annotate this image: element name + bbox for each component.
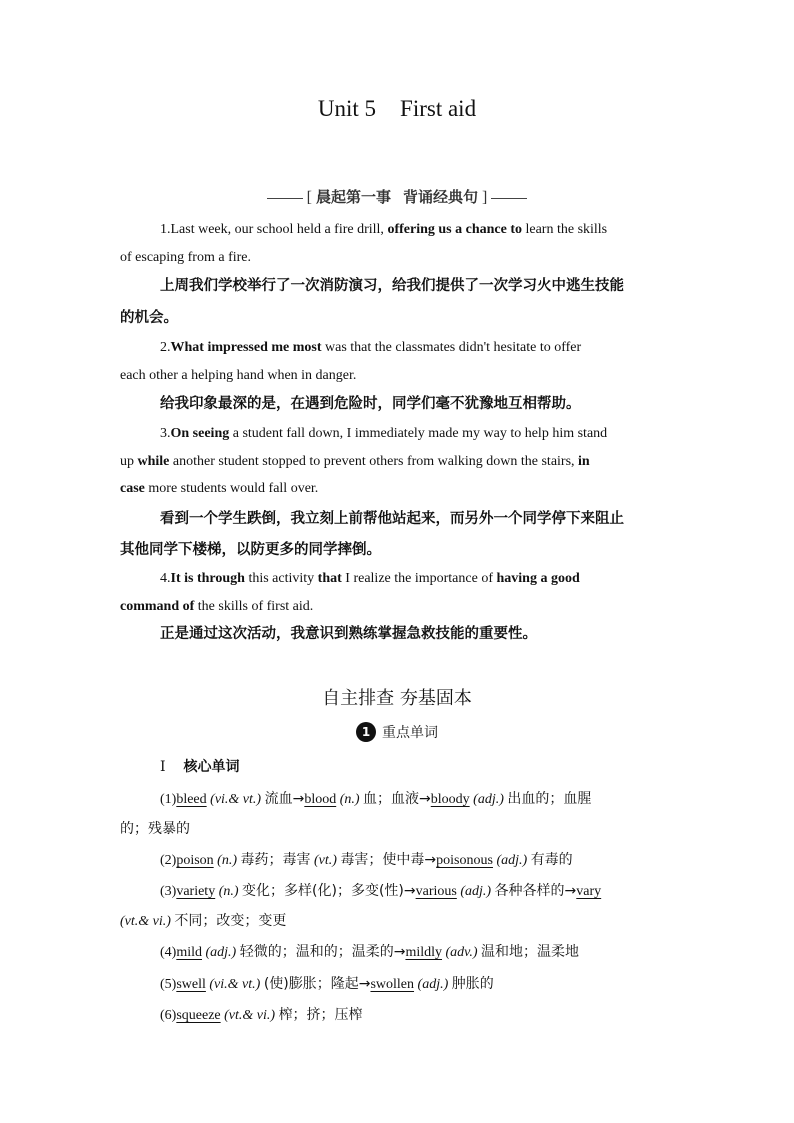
sentence-4-en-line2: command of the skills of first aid. (120, 599, 314, 614)
subsection-heading (0, 722, 794, 742)
vocab-word: mildly (405, 945, 443, 960)
sentence-2-en-line1: 2.What impressed me most was that the classmates didn't hesitate to offer (160, 340, 582, 355)
vocab-word: vary (576, 884, 602, 899)
sentence-3-en-line1: 3.On seeing a student fall down, I immediately made my way to help him stand (160, 426, 608, 441)
sentence-2-en-line2: each other a helping hand when in danger. (120, 368, 357, 383)
vocab-item-2: (2)poison (n.) 毒药；毒害 (vt.) 毒害；使中毒→poisonous (adj.) 有毒的 (160, 852, 573, 868)
vocab-word: swell (176, 977, 206, 992)
vocab-word: poisonous (436, 853, 493, 868)
banner-part2: 背诵经典句 (403, 188, 479, 206)
sentence-1-zh-line1: 上周我们学校举行了一次消防演习，给我们提供了一次学习火中逃生技能 (160, 278, 624, 294)
section-title: 自主排查 夯基固本 (322, 688, 472, 709)
unit-label: Unit 5 (317, 96, 377, 121)
core-words-label: 核心单词 (183, 759, 240, 775)
vocab-word: squeeze (176, 1008, 221, 1023)
vocab-item-5: (5)swell (vi.& vt.) (使)膨胀；隆起→swollen (adj.) 肿胀的 (160, 976, 494, 992)
vocab-word: poison (176, 853, 214, 868)
vocab-item-4: (4)mild (adj.) 轻微的；温和的；温柔的→mildly (adv.) 温和地；温柔地 (160, 944, 580, 960)
banner-rule-right (491, 198, 527, 199)
subsection-label: 重点单词 (382, 725, 438, 741)
sentence-4-zh-line1: 正是通过这次活动，我意识到熟练掌握急救技能的重要性。 (160, 626, 537, 642)
vocab-word: blood (304, 792, 337, 807)
vocab-word: bloody (430, 792, 470, 807)
sentence-1-en-line1: 1.Last week, our school held a fire drill, offering us a chance to learn the skills (160, 222, 608, 237)
core-roman-numeral: Ⅰ (160, 760, 166, 775)
sentence-2-zh-line1: 给我印象最深的是，在遇到危险时，同学们毫不犹豫地互相帮助。 (160, 396, 581, 412)
sentence-3-en-line3: case more students would fall over. (120, 481, 319, 496)
sentence-1-zh-line2: 的机会。 (120, 310, 178, 326)
vocab-item-6: (6)squeeze (vt.& vi.) 榨；挤；压榨 (160, 1007, 363, 1023)
vocab-word: swollen (370, 977, 415, 992)
sentence-4-en-line1: 4.It is through this activity that I realize the importance of having a good (160, 571, 580, 586)
banner-part1: 晨起第一事 (315, 188, 391, 206)
sentence-3-zh-line2: 其他同学下楼梯，以防更多的同学摔倒。 (120, 542, 381, 558)
unit-topic: First aid (400, 96, 477, 121)
vocab-word: mild (176, 945, 202, 960)
section-banner: [ 晨起第一事 背诵经典句 ] (0, 186, 794, 207)
page-title (0, 96, 794, 122)
sentence-1-en-line2: of escaping from a fire. (120, 250, 251, 265)
vocab-word: various (415, 884, 457, 899)
banner-rule-left (267, 198, 303, 199)
vocab-item-3-cont: (vt.& vi.) 不同；改变；变更 (120, 913, 287, 929)
sentence-3-en-line2: up while another student stopped to prevent others from walking down the stairs, in (120, 454, 590, 469)
sentence-3-zh-line1: 看到一个学生跌倒，我立刻上前帮他站起来，而另外一个同学停下来阻止 (160, 511, 624, 527)
vocab-item-1: (1)bleed (vi.& vt.) 流血→blood (n.) 血；血液→bloody (adj.) 出血的；血腥 (160, 791, 592, 807)
vocab-word: bleed (176, 792, 207, 807)
circled-number-badge: 1 (356, 722, 376, 742)
core-words-heading (160, 756, 240, 776)
vocab-item-3: (3)variety (n.) 变化；多样(化)；多变(性)→various (adj.) 各种各样的→vary (160, 883, 602, 899)
vocab-word: variety (176, 884, 216, 899)
vocab-item-1-cont: 的；残暴的 (120, 821, 190, 837)
